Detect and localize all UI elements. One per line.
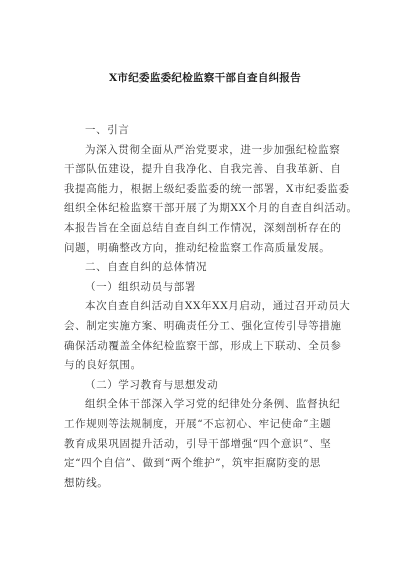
text-line: 与的良好氛围。 <box>64 359 142 372</box>
text-line: 干部队伍建设，提升自我净化、自我完善、自我革新、自 <box>64 163 342 176</box>
paragraph-intro <box>64 141 358 259</box>
subsection-heading-education: （二）学习教育与思想发动 <box>85 378 219 391</box>
text-line: 教育成果巩固提升活动，引导干部增强“四个意识”、坚 <box>64 437 332 450</box>
text-line: 本次自查自纠活动自XX年XX月启动，通过召开动员大 <box>85 300 351 313</box>
document-title: X市纪委监委纪检监察干部自查自纠报告 <box>108 72 302 84</box>
text-line: 问题，明确整改方向，推动纪检监察工作高质量发展。 <box>64 241 331 254</box>
paragraph-mobilization <box>64 297 351 375</box>
document-body <box>64 121 358 493</box>
text-line: 为深入贯彻全面从严治党要求，进一步加强纪检监察 <box>85 143 341 156</box>
paragraph-education <box>64 395 348 493</box>
text-line: 会、制定实施方案、明确责任分工、强化宣传引导等措施 <box>64 319 342 332</box>
text-line: 组织全体纪检监察干部开展了为期XX个月的自查自纠活动。 <box>64 202 358 215</box>
subsection-heading-mobilization: （一）组织动员与部署 <box>85 280 196 293</box>
text-line: 想防线。 <box>64 476 109 489</box>
text-line: 工作规则等法规制度，开展“不忘初心、牢记使命”主题 <box>64 417 332 430</box>
section-heading-overview: 二、自查自纠的总体情况 <box>85 261 208 274</box>
text-line: 定“四个自信”、做到“两个维护”，筑牢拒腐防变的思 <box>64 457 321 470</box>
text-line: 本报告旨在全面总结自查自纠工作情况，深刻剖析存在的 <box>64 221 342 234</box>
text-line: 确保活动覆盖全体纪检监察干部，形成上下联动、全员参 <box>64 339 342 352</box>
text-line: 组织全体干部深入学习党的纪律处分条例、监督执纪 <box>85 398 341 411</box>
text-line: 我提高能力，根据上级纪委监委的统一部署，X市纪委监委 <box>64 182 350 195</box>
section-heading-intro: 一、引言 <box>85 124 130 136</box>
